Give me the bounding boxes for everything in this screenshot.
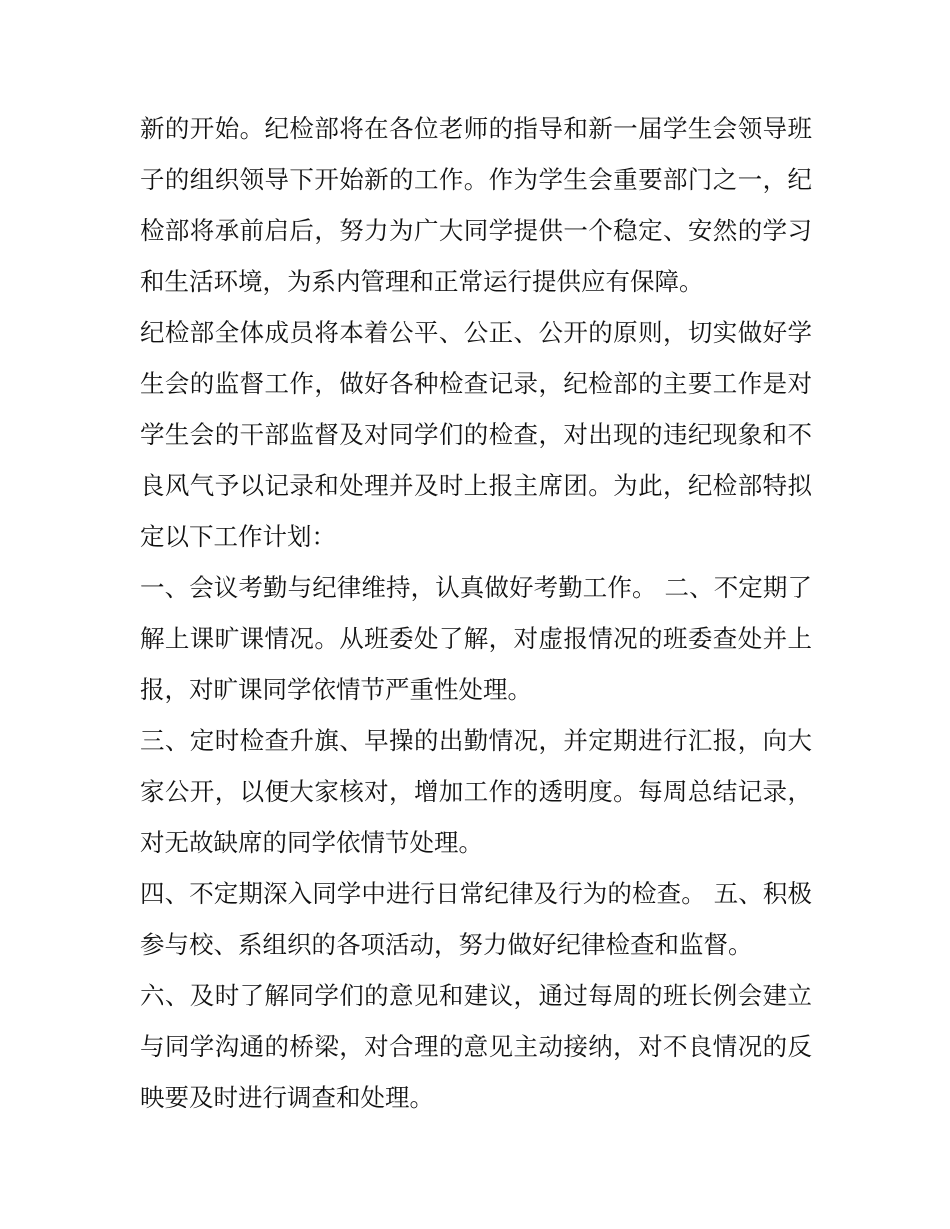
paragraph-plan-3: 三、定时检查升旗、早操的出勤情况，并定期进行汇报，向大家公开，以便大家核对，增加工作的透明度。每周总结记录，对无故缺席的同学依情节处理。: [140, 726, 812, 857]
document-body: [140, 103, 812, 1123]
paragraph-intro: 新的开始。纪检部将在各位老师的指导和新一届学生会领导班子的组织领导下开始新的工作。作为学生会重要部门之一，纪检部将承前启后，努力为广大同学提供一个稳定、安然的学习和生活环境，为系内管理和正常运行提供应有保障。: [140, 114, 812, 296]
paragraph-plan-4-5: 四、不定期深入同学中进行日常纪律及行为的检查。 五、积极参与校、系组织的各项活动，努力做好纪律检查和监督。: [140, 879, 812, 959]
paragraph-principles: 纪检部全体成员将本着公平、公正、公开的原则，切实做好学生会的监督工作，做好各种检查记录，纪检部的主要工作是对学生会的干部监督及对同学们的检查，对出现的违纪现象和不良风气予以记录和处理并及时上报主席团。为此，纪检部特拟定以下工作计划：: [140, 318, 812, 551]
paragraph-plan-1-2: 一、会议考勤与纪律维持，认真做好考勤工作。 二、不定期了解上课旷课情况。从班委处了解，对虚报情况的班委查处并上报，对旷课同学依情节严重性处理。: [140, 573, 812, 704]
paragraph-plan-6: 六、及时了解同学们的意见和建议，通过每周的班长例会建立与同学沟通的桥梁，对合理的意见主动接纳，对不良情况的反映要及时进行调查和处理。: [140, 981, 812, 1112]
